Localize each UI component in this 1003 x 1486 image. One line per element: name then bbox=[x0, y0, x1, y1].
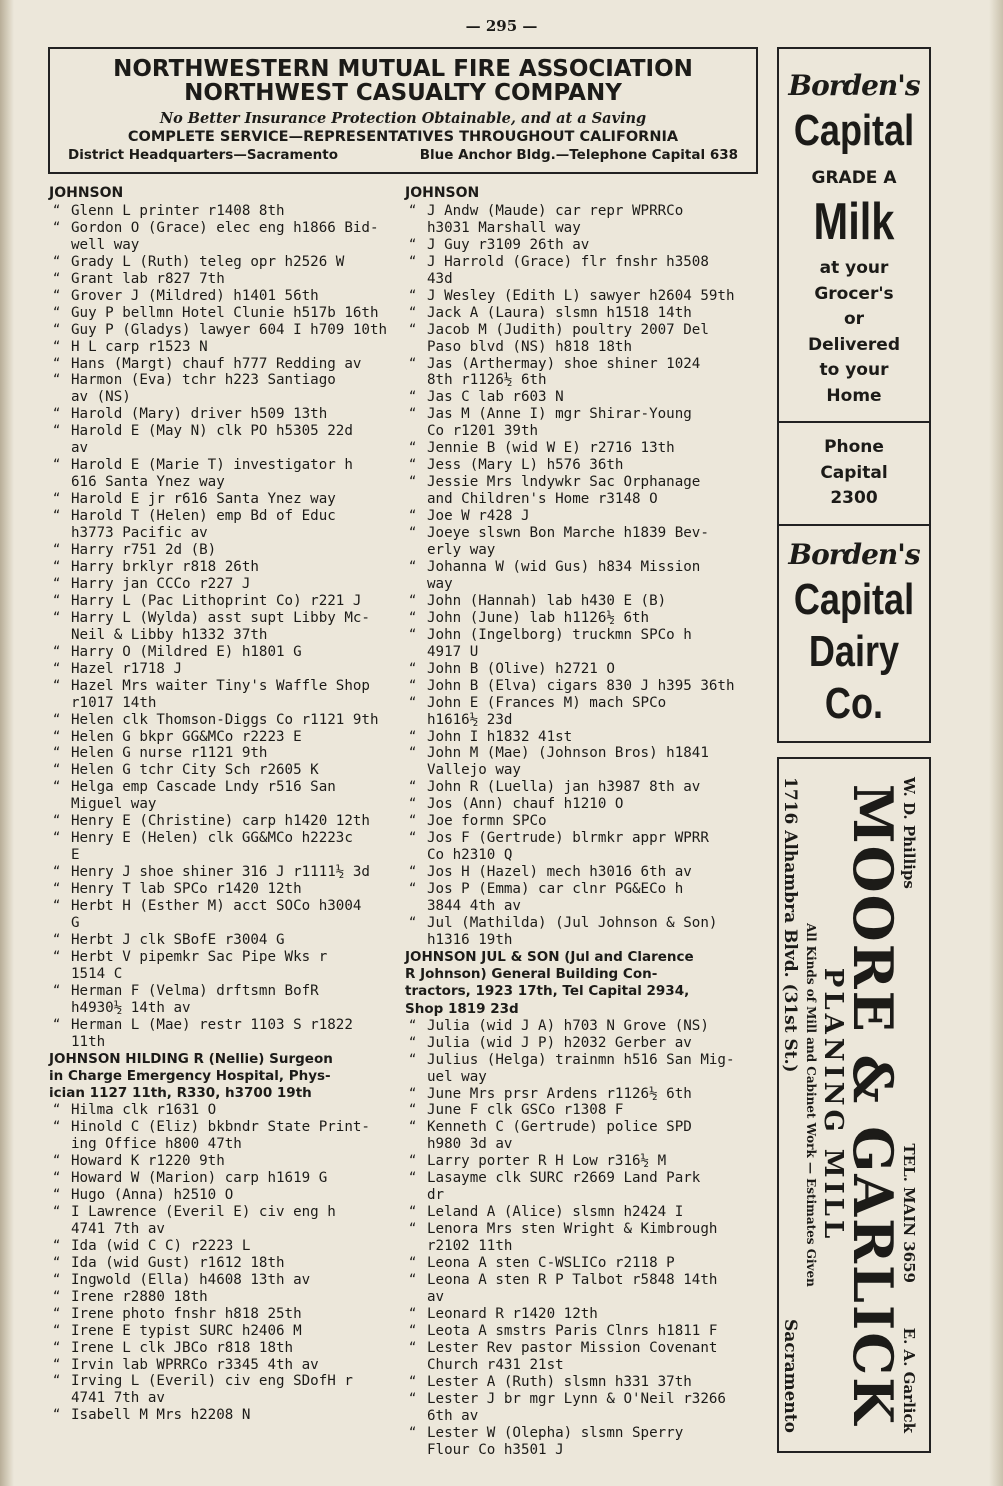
entry-text: “ Herbt H (Esther M) acct SOCo h3004 G bbox=[71, 898, 362, 931]
capital-heading: Capital bbox=[793, 574, 915, 624]
directory-entry bbox=[405, 1119, 767, 1153]
entry-text: “ Harry brklyr r818 26th bbox=[71, 558, 259, 575]
entry-text: “ Hazel r1718 J bbox=[71, 660, 183, 677]
directory-entry bbox=[49, 678, 399, 712]
bordens-advertisement bbox=[777, 47, 931, 743]
entry-text: “ Hazel Mrs waiter Tiny's Waffle Shop r1017 14th bbox=[71, 677, 370, 711]
directory-entry bbox=[405, 745, 767, 779]
directory-entry bbox=[405, 1340, 767, 1374]
bordens-logo: Borden's bbox=[788, 69, 920, 102]
entry-text: “ Howard K r1220 9th bbox=[71, 1153, 225, 1170]
directory-entry bbox=[49, 1289, 399, 1306]
entry-text: “ Helen clk Thomson-Diggs Co r1121 9th bbox=[71, 711, 379, 728]
directory-entry bbox=[49, 339, 399, 356]
bold-listing bbox=[405, 949, 767, 1018]
directory-entry bbox=[49, 1119, 399, 1153]
entry-text: “ Irene E typist SURC h2406 M bbox=[71, 1322, 302, 1339]
entry-text: “ Joeye slswn Bon Marche h1839 Bev- erly way bbox=[427, 525, 709, 559]
entry-text: “ J Harrold (Grace) flr fnshr h3508 43d bbox=[427, 253, 709, 287]
directory-entry bbox=[49, 1407, 399, 1424]
entry-text: “ J Wesley (Edith L) sawyer h2604 59th bbox=[427, 287, 735, 304]
directory-entry bbox=[49, 542, 399, 559]
directory-entry bbox=[405, 610, 767, 627]
entry-text: “ John B (Elva) cigars 830 J h395 36th bbox=[427, 677, 735, 694]
entry-text: “ Leonard R r1420 12th bbox=[427, 1305, 598, 1322]
directory-entry bbox=[49, 423, 399, 457]
entry-text: “ Irvin lab WPRRCo r3345 4th av bbox=[71, 1356, 319, 1373]
entry-list bbox=[49, 203, 399, 1051]
directory-entry bbox=[49, 1306, 399, 1323]
directory-entry bbox=[49, 881, 399, 898]
entry-text: “ Gordon O (Grace) elec eng h1866 Bid- well way bbox=[71, 219, 379, 253]
entry-text: “ Herman L (Mae) restr 1103 S r1822 11th bbox=[71, 1016, 353, 1050]
milk-heading: Milk bbox=[813, 193, 895, 251]
directory-entry bbox=[49, 1323, 399, 1340]
directory-entry bbox=[405, 1086, 767, 1103]
directory-entry bbox=[49, 1373, 399, 1407]
directory-entry bbox=[49, 372, 399, 406]
directory-entry bbox=[405, 864, 767, 881]
entry-text: “ Lester J br mgr Lynn & O'Neil r3266 6th av bbox=[427, 1390, 726, 1424]
directory-entry bbox=[49, 745, 399, 762]
entry-text: “ Harry L (Wylda) asst supt Libby Mc- Neil & Libby h1332 37th bbox=[71, 609, 370, 643]
page-number: — 295 — bbox=[465, 17, 538, 35]
entry-text: “ John E (Frances M) mach SPCo h1616½ 23d bbox=[427, 694, 667, 728]
entry-text: “ Harold T (Helen) emp Bd of Educ h3773 Pacific av bbox=[71, 508, 336, 542]
ad-bottom-line bbox=[780, 765, 800, 1445]
directory-entry bbox=[405, 440, 767, 457]
directory-entry bbox=[49, 1187, 399, 1204]
entry-text: “ Howard W (Marion) carp h1619 G bbox=[71, 1170, 328, 1187]
entry-text: “ John (Ingelborg) truckmn SPCo h 4917 U bbox=[427, 626, 692, 660]
ad-contact-line bbox=[50, 147, 756, 163]
entry-text: “ Jas C lab r603 N bbox=[427, 389, 564, 406]
ad-text-5: to your bbox=[819, 360, 889, 380]
directory-entry bbox=[49, 983, 399, 1017]
directory-entry bbox=[405, 237, 767, 254]
entry-text: “ J Guy r3109 26th av bbox=[427, 236, 590, 253]
entry-text: “ Glenn L printer r1408 8th bbox=[71, 202, 285, 219]
directory-entry bbox=[405, 457, 767, 474]
entry-list bbox=[49, 1102, 399, 1424]
entry-text: “ Joe W r428 J bbox=[427, 508, 530, 525]
directory-entry bbox=[49, 203, 399, 220]
entry-text: “ Johanna W (wid Gus) h834 Mission way bbox=[427, 558, 701, 592]
directory-entry bbox=[49, 1340, 399, 1357]
entry-text: “ Harold (Mary) driver h509 13th bbox=[71, 406, 328, 423]
directory-entry bbox=[405, 1170, 767, 1204]
entry-text: “ Henry E (Christine) carp h1420 12th bbox=[71, 813, 370, 830]
entry-text: “ Ingwold (Ella) h4608 13th av bbox=[71, 1271, 311, 1288]
entry-text: “ H L carp r1523 N bbox=[71, 338, 208, 355]
entry-text: “ Guy P bellmn Hotel Clunie h517b 16th bbox=[71, 304, 379, 321]
entry-text: “ Leota A smstrs Paris Clnrs h1811 F bbox=[427, 1322, 718, 1339]
ad-text-6: Home bbox=[826, 385, 882, 406]
entry-text: “ Helga emp Cascade Lndy r516 San Miguel way bbox=[71, 779, 336, 813]
directory-entry bbox=[405, 1018, 767, 1035]
capital-heading: Capital bbox=[793, 106, 915, 155]
directory-entry bbox=[49, 1204, 399, 1238]
ad-telephone: Blue Anchor Bldg.—Telephone Capital 638 bbox=[419, 147, 738, 163]
directory-entry bbox=[49, 1153, 399, 1170]
directory-entry bbox=[405, 1052, 767, 1086]
entry-text: “ Lenora Mrs sten Wright & Kimbrough r2102 11th bbox=[427, 1221, 718, 1255]
directory-entry bbox=[405, 1272, 767, 1306]
directory-entry bbox=[49, 1017, 399, 1051]
directory-entry bbox=[405, 1374, 767, 1391]
right-directory-column bbox=[405, 185, 767, 1458]
owner-phillips: W. D. Phillips bbox=[900, 777, 918, 889]
entry-text: “ Harold E (May N) clk PO h5305 22d av bbox=[71, 423, 353, 457]
directory-entry bbox=[49, 576, 399, 593]
entry-text: “ Henry E (Helen) clk GG&MCo h2223c E bbox=[71, 830, 353, 864]
directory-entry bbox=[405, 356, 767, 390]
entry-text: “ Jack A (Laura) slsmn h1518 14th bbox=[427, 304, 692, 321]
entry-text: “ Julia (wid J A) h703 N Grove (NS) bbox=[427, 1017, 709, 1034]
entry-text: “ Jas M (Anne I) mgr Shirar-Young Co r1201 39th bbox=[427, 406, 692, 440]
insurance-advertisement bbox=[48, 47, 758, 174]
entry-text: “ Jennie B (wid W E) r2716 13th bbox=[427, 440, 675, 457]
directory-entry bbox=[49, 712, 399, 729]
bordens-logo: Borden's bbox=[788, 537, 920, 571]
directory-entry bbox=[49, 559, 399, 576]
directory-entry bbox=[49, 1255, 399, 1272]
directory-entry bbox=[405, 830, 767, 864]
entry-text: “ Harry jan CCCo r227 J bbox=[71, 575, 251, 592]
entry-text: “ Jos P (Emma) car clnr PG&ECo h 3844 4th av bbox=[427, 881, 684, 915]
entry-text: “ Irving L (Everil) civ eng SDofH r 4741 7th av bbox=[71, 1373, 353, 1407]
directory-entry bbox=[405, 627, 767, 661]
directory-entry bbox=[49, 593, 399, 610]
entry-text: “ Harry r751 2d (B) bbox=[71, 542, 217, 559]
directory-entry bbox=[405, 881, 767, 915]
directory-entry bbox=[49, 1170, 399, 1187]
entry-text: “ Harry O (Mildred E) h1801 G bbox=[71, 643, 302, 660]
entry-text: “ Jos H (Hazel) mech h3016 6th av bbox=[427, 864, 692, 881]
directory-entry bbox=[49, 610, 399, 644]
entry-text: “ Hans (Margt) chauf h777 Redding av bbox=[71, 355, 362, 372]
directory-entry bbox=[405, 559, 767, 593]
directory-entry bbox=[49, 305, 399, 322]
bold-listing bbox=[49, 1051, 399, 1103]
entry-text: “ Hugo (Anna) h2510 O bbox=[71, 1186, 234, 1203]
directory-entry bbox=[49, 322, 399, 339]
left-directory-column bbox=[49, 185, 399, 1424]
entry-text: “ I Lawrence (Everil E) civ eng h 4741 7th av bbox=[71, 1203, 336, 1237]
directory-entry bbox=[49, 779, 399, 813]
entry-text: “ John R (Luella) jan h3987 8th av bbox=[427, 779, 701, 796]
city: Sacramento bbox=[780, 1319, 800, 1433]
directory-entry bbox=[405, 695, 767, 729]
directory-entry bbox=[405, 779, 767, 796]
entry-text: “ Jess (Mary L) h576 36th bbox=[427, 457, 624, 474]
directory-entry bbox=[49, 508, 399, 542]
directory-entry bbox=[49, 661, 399, 678]
services-line: All Kinds of Mill and Cabinet Work — Estimates Given bbox=[804, 923, 818, 1287]
owner-garlick-holder bbox=[1, 1, 2, 2]
entry-list bbox=[405, 203, 767, 949]
entry-text: “ Henry T lab SPCo r1420 12th bbox=[71, 881, 302, 898]
entry-text: “ John B (Olive) h2721 O bbox=[427, 660, 615, 677]
directory-entry bbox=[49, 932, 399, 949]
entry-text: “ John (Hannah) lab h430 E (B) bbox=[427, 592, 667, 609]
entry-text: “ Helen G tchr City Sch r2605 K bbox=[71, 762, 319, 779]
entry-text: “ June Mrs prsr Ardens r1126½ 6th bbox=[427, 1085, 692, 1102]
bold-listing-text: JOHNSON JUL & SON (Jul and Clarence R Johnson) General Building Con- tractors, 1923 17th, Tel Capital 2934, Shop 1819 23d bbox=[405, 948, 694, 1017]
entry-text: “ John I h1832 41st bbox=[427, 728, 573, 745]
directory-entry bbox=[405, 254, 767, 288]
directory-entry bbox=[49, 356, 399, 373]
co-heading: Co. bbox=[824, 678, 884, 728]
entry-text: “ Larry porter R H Low r316½ M bbox=[427, 1153, 667, 1170]
address: 1716 Alhambra Blvd. (31st St.) bbox=[780, 777, 800, 1073]
entry-text: “ Irene L clk JBCo r818 18th bbox=[71, 1339, 294, 1356]
ad-text-4: Delivered bbox=[808, 334, 900, 355]
directory-entry bbox=[49, 864, 399, 881]
directory-entry bbox=[405, 1255, 767, 1272]
entry-text: “ Harry L (Pac Lithoprint Co) r221 J bbox=[71, 592, 362, 609]
entry-text: “ Helen G bkpr GG&MCo r2223 E bbox=[71, 728, 302, 745]
phone-label: Phone bbox=[824, 437, 884, 457]
entry-text: “ Joe formn SPCo bbox=[427, 813, 547, 830]
company-name: MOORE & GARLICK bbox=[841, 783, 905, 1427]
directory-entry bbox=[405, 1221, 767, 1255]
dairy-heading: Dairy bbox=[808, 626, 900, 676]
ad-tagline: No Better Insurance Protection Obtainable, and at a Saving bbox=[159, 110, 647, 127]
ad-text-1: at your bbox=[819, 258, 889, 278]
bold-listing-text: JOHNSON HILDING R (Nellie) Surgeon in Charge Emergency Hospital, Phys- ician 1127 11th, R330, h3700 19th bbox=[49, 1050, 333, 1102]
directory-entry bbox=[49, 644, 399, 661]
directory-entry bbox=[405, 729, 767, 746]
book-spine bbox=[0, 0, 14, 1486]
directory-entry bbox=[49, 406, 399, 423]
phone-number: 2300 bbox=[830, 488, 878, 508]
directory-entry bbox=[49, 457, 399, 491]
entry-text: “ Guy P (Gladys) lawyer 604 I h709 10th bbox=[71, 321, 388, 338]
entry-text: “ Irene r2880 18th bbox=[71, 1288, 208, 1305]
directory-entry bbox=[405, 1391, 767, 1425]
directory-entry bbox=[49, 949, 399, 983]
entry-text: “ Ida (wid Gust) r1612 18th bbox=[71, 1254, 285, 1271]
entry-text: “ Herbt V pipemkr Sac Pipe Wks r 1514 C bbox=[71, 948, 328, 982]
surname-header: JOHNSON bbox=[49, 185, 124, 201]
entry-text: “ Jos F (Gertrude) blrmkr appr WPRR Co h2310 Q bbox=[427, 830, 709, 864]
entry-text: “ Lasayme clk SURC r2669 Land Park dr bbox=[427, 1170, 701, 1204]
entry-text: “ Julius (Helga) trainmn h516 San Mig- uel way bbox=[427, 1051, 735, 1085]
directory-entry bbox=[49, 1102, 399, 1119]
directory-entry bbox=[405, 406, 767, 440]
entry-text: “ Jul (Mathilda) (Jul Johnson & Son) h1316 19th bbox=[427, 914, 718, 948]
entry-text: “ Leland A (Alice) slsmn h2424 I bbox=[427, 1204, 684, 1221]
entry-text: “ John M (Mae) (Johnson Bros) h1841 Vallejo way bbox=[427, 745, 709, 779]
directory-entry bbox=[405, 474, 767, 508]
directory-entry bbox=[405, 593, 767, 610]
entry-text: “ Grover J (Mildred) h1401 56th bbox=[71, 287, 319, 304]
ad-district: District Headquarters—Sacramento bbox=[68, 147, 338, 163]
entry-text: “ Irene photo fnshr h818 25th bbox=[71, 1305, 302, 1322]
directory-entry bbox=[49, 254, 399, 271]
directory-entry bbox=[405, 305, 767, 322]
entry-text: “ J Andw (Maude) car repr WPRRCo h3031 Marshall way bbox=[427, 202, 684, 236]
entry-text: “ Henry J shoe shiner 316 J r1111½ 3d bbox=[71, 864, 370, 881]
directory-entry bbox=[405, 203, 767, 237]
ad-text-2: Grocer's bbox=[814, 283, 894, 304]
directory-entry bbox=[405, 813, 767, 830]
directory-entry bbox=[49, 220, 399, 254]
entry-text: “ Herbt J clk SBofE r3004 G bbox=[71, 931, 285, 948]
directory-entry bbox=[405, 508, 767, 525]
ad-service-line: COMPLETE SERVICE—REPRESENTATIVES THROUGHOUT CALIFORNIA bbox=[127, 129, 679, 145]
entry-text: “ June F clk GSCo r1308 F bbox=[427, 1102, 624, 1119]
entry-text: “ Ida (wid C C) r2223 L bbox=[71, 1237, 251, 1254]
planing-mill-label: PLANING MILL bbox=[818, 967, 848, 1243]
directory-entry bbox=[405, 661, 767, 678]
entry-text: “ Helen G nurse r1121 9th bbox=[71, 745, 268, 762]
entry-text: “ Grant lab r827 7th bbox=[71, 270, 225, 287]
directory-entry bbox=[405, 1323, 767, 1340]
directory-entry bbox=[49, 898, 399, 932]
entry-text: “ Lester A (Ruth) slsmn h331 37th bbox=[427, 1373, 692, 1390]
divider bbox=[779, 421, 929, 423]
directory-entry bbox=[405, 1204, 767, 1221]
ad-text-3: or bbox=[843, 309, 865, 329]
directory-entry bbox=[49, 762, 399, 779]
entry-text: “ Lester W (Olepha) slsmn Sperry Flour Co h3501 J bbox=[427, 1424, 684, 1458]
directory-entry bbox=[49, 830, 399, 864]
entry-text: “ Lester Rev pastor Mission Covenant Church r431 21st bbox=[427, 1339, 718, 1373]
directory-entry bbox=[405, 322, 767, 356]
entry-text: “ Leona A sten C-WSLICo r2118 P bbox=[427, 1255, 675, 1272]
entry-text: “ Julia (wid J P) h2032 Gerber av bbox=[427, 1034, 692, 1051]
surname-header: JOHNSON bbox=[405, 185, 480, 201]
entry-text: “ Hinold C (Eliz) bkbndr State Print- ing Office h800 47th bbox=[71, 1119, 370, 1153]
entry-text: “ Jessie Mrs lndywkr Sac Orphanage and Children's Home r3148 O bbox=[427, 474, 701, 508]
directory-entry bbox=[405, 1102, 767, 1119]
directory-entry bbox=[405, 678, 767, 695]
entry-text: “ Kenneth C (Gertrude) police SPD h980 3d av bbox=[427, 1119, 692, 1153]
entry-list bbox=[405, 1018, 767, 1459]
directory-entry bbox=[405, 915, 767, 949]
entry-text: “ Hilma clk r1631 O bbox=[71, 1102, 217, 1119]
entry-text: “ Jas (Arthermay) shoe shiner 1024 8th r1126½ 6th bbox=[427, 355, 701, 389]
ad-headline-2: NORTHWEST CASUALTY COMPANY bbox=[184, 80, 622, 106]
directory-entry bbox=[49, 288, 399, 305]
directory-entry bbox=[405, 1425, 767, 1459]
entry-text: “ Jacob M (Judith) poultry 2007 Del Paso blvd (NS) h818 18th bbox=[427, 321, 709, 355]
directory-entry bbox=[405, 389, 767, 406]
ad-headline-1: NORTHWESTERN MUTUAL FIRE ASSOCIATION bbox=[113, 56, 693, 82]
entry-text: “ Jos (Ann) chauf h1210 O bbox=[427, 796, 624, 813]
page-edge bbox=[989, 0, 1003, 1486]
owner-garlick: E. A. Garlick bbox=[900, 1327, 918, 1433]
directory-entry bbox=[49, 1238, 399, 1255]
directory-entry bbox=[49, 729, 399, 746]
rotated-ad-content bbox=[780, 765, 924, 1445]
telephone: TEL. MAIN 3659 bbox=[900, 1143, 918, 1283]
entry-text: “ Grady L (Ruth) teleg opr h2526 W bbox=[71, 253, 345, 270]
phone-exchange: Capital bbox=[820, 462, 888, 483]
directory-entry bbox=[405, 1035, 767, 1052]
directory-entry bbox=[405, 525, 767, 559]
grade-label: GRADE A bbox=[811, 168, 897, 188]
directory-entry bbox=[405, 796, 767, 813]
entry-text: “ Harmon (Eva) tchr h223 Santiago av (NS) bbox=[71, 372, 336, 406]
divider bbox=[779, 524, 929, 526]
entry-text: “ John (June) lab h1126½ 6th bbox=[427, 609, 650, 626]
moore-garlick-advertisement bbox=[777, 757, 931, 1453]
directory-entry bbox=[405, 288, 767, 305]
directory-entry bbox=[405, 1153, 767, 1170]
entry-text: “ Herman F (Velma) drftsmn BofR h4930½ 14th av bbox=[71, 982, 319, 1016]
directory-entry bbox=[49, 813, 399, 830]
entry-text: “ Leona A sten R P Talbot r5848 14th av bbox=[427, 1272, 718, 1305]
entry-text: “ Harold E jr r616 Santa Ynez way bbox=[71, 491, 336, 508]
entry-text: “ Harold E (Marie T) investigator h 616 Santa Ynez way bbox=[71, 457, 353, 491]
directory-entry bbox=[405, 1306, 767, 1323]
directory-entry bbox=[49, 491, 399, 508]
directory-entry bbox=[49, 1357, 399, 1374]
directory-entry bbox=[49, 271, 399, 288]
directory-entry bbox=[49, 1272, 399, 1289]
entry-text: “ Isabell M Mrs h2208 N bbox=[71, 1407, 251, 1424]
